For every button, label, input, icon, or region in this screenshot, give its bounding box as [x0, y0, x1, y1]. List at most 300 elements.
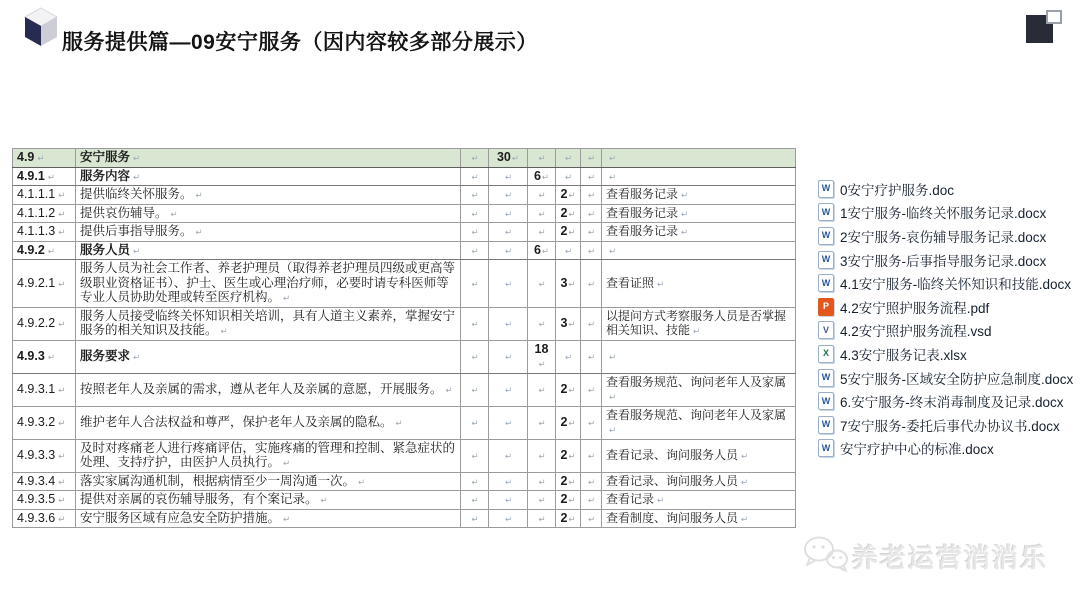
- pilcrow-mark: ↵: [568, 417, 576, 428]
- table-row: [13, 373, 796, 406]
- file-item[interactable]: [818, 437, 1073, 461]
- pilcrow-mark: ↵: [471, 417, 479, 428]
- score-cell: [528, 204, 556, 223]
- score-cell: [461, 373, 489, 406]
- score-cell: [581, 307, 602, 340]
- clause-remark-cell: 查看服务规范、询问老年人及家属↵: [602, 373, 796, 406]
- pilcrow-mark: ↵: [195, 227, 203, 237]
- pilcrow-mark: ↵: [504, 227, 513, 237]
- score-cell: 30↵: [489, 149, 528, 168]
- pilcrow-mark: ↵: [504, 476, 513, 487]
- pilcrow-mark: ↵: [587, 513, 596, 524]
- score-cell: [581, 472, 602, 491]
- watermark: [800, 533, 1048, 579]
- score-cell: [489, 204, 528, 223]
- pilcrow-mark: ↵: [568, 384, 576, 395]
- clause-description-cell: 服务要求 ↵: [76, 340, 461, 373]
- score-cell: 2↵: [556, 204, 581, 223]
- file-name: 3安宁服务-后事指导服务记录.docx: [840, 253, 1047, 269]
- pilcrow-mark: ↵: [133, 245, 141, 256]
- pilcrow-mark: ↵: [471, 495, 479, 505]
- pilcrow-mark: ↵: [58, 227, 66, 237]
- pilcrow-mark: ↵: [37, 153, 45, 163]
- table-row: [13, 491, 796, 510]
- cube-logo-icon: [22, 6, 60, 50]
- score-cell: [461, 307, 489, 340]
- file-type-icon: [818, 392, 834, 410]
- table-row: [13, 241, 796, 260]
- file-type-icon: [818, 369, 834, 387]
- pilcrow-mark: ↵: [538, 359, 546, 369]
- file-type-letter: W: [821, 206, 831, 217]
- file-type-icon: [818, 298, 834, 316]
- score-cell: [581, 373, 602, 406]
- pilcrow-mark: ↵: [504, 495, 513, 505]
- file-list: [818, 177, 1073, 460]
- clause-number-cell: 4.9.1 ↵: [13, 167, 76, 186]
- file-type-letter: W: [821, 395, 831, 406]
- pilcrow-mark: ↵: [587, 476, 596, 487]
- clause-remark-cell: 查看服务记录 ↵: [602, 223, 796, 242]
- pilcrow-mark: ↵: [587, 450, 596, 461]
- pilcrow-mark: ↵: [195, 190, 203, 200]
- file-name: 4.2安宁照护服务流程.vsd: [840, 324, 992, 340]
- clause-number-cell: 4.9.3 ↵: [13, 340, 76, 373]
- file-name: 5安宁服务-区域安全防护应急制度.docx: [840, 371, 1074, 387]
- score-cell: [528, 223, 556, 242]
- score-cell: [581, 149, 602, 168]
- pilcrow-mark: ↵: [504, 513, 513, 524]
- score-cell: [461, 149, 489, 168]
- pilcrow-mark: ↵: [564, 245, 573, 256]
- pilcrow-mark: ↵: [609, 392, 617, 402]
- pilcrow-mark: ↵: [320, 495, 328, 505]
- file-item[interactable]: [818, 342, 1073, 366]
- score-cell: [461, 491, 489, 510]
- watermark-text: 养老运营消消乐: [852, 542, 1049, 573]
- pilcrow-mark: ↵: [587, 351, 596, 362]
- table-row: [13, 307, 796, 340]
- pilcrow-mark: ↵: [693, 326, 701, 336]
- file-item[interactable]: [818, 389, 1073, 413]
- pilcrow-mark: ↵: [609, 351, 617, 362]
- file-name: 6.安宁服务-终末消毒制度及记录.docx: [840, 395, 1064, 411]
- pilcrow-mark: ↵: [471, 278, 479, 289]
- file-type-icon: [818, 439, 834, 457]
- pilcrow-mark: ↵: [741, 450, 749, 461]
- pilcrow-mark: ↵: [471, 476, 479, 487]
- pilcrow-mark: ↵: [609, 425, 617, 435]
- clause-number-cell: 4.1.1.2 ↵: [13, 204, 76, 223]
- score-cell: [581, 241, 602, 260]
- pilcrow-mark: ↵: [471, 227, 479, 237]
- score-cell: [461, 340, 489, 373]
- clause-description-cell: 提供哀伤辅导。 ↵: [76, 204, 461, 223]
- pilcrow-mark: ↵: [504, 450, 513, 461]
- pilcrow-mark: ↵: [538, 318, 546, 329]
- pilcrow-mark: ↵: [471, 245, 479, 256]
- pilcrow-mark: ↵: [504, 245, 513, 256]
- pilcrow-mark: ↵: [471, 351, 479, 362]
- pilcrow-mark: ↵: [471, 450, 479, 461]
- pilcrow-mark: ↵: [681, 208, 689, 219]
- table-row: [13, 406, 796, 439]
- clause-remark-cell: 查看服务记录 ↵: [602, 186, 796, 205]
- clause-description-cell: 安宁服务 ↵: [76, 149, 461, 168]
- file-type-letter: V: [822, 324, 829, 335]
- pilcrow-mark: ↵: [538, 278, 546, 289]
- pilcrow-mark: ↵: [609, 245, 617, 256]
- assessment-table: [12, 148, 796, 528]
- file-type-letter: W: [821, 442, 831, 453]
- score-cell: [461, 186, 489, 205]
- file-type-letter: W: [821, 419, 831, 430]
- clause-remark-cell: 查看服务记录 ↵: [602, 204, 796, 223]
- clause-number-cell: 4.9.3.1 ↵: [13, 373, 76, 406]
- pilcrow-mark: ↵: [504, 417, 513, 428]
- file-type-icon: [818, 345, 834, 363]
- file-name: 4.3安宁服务记表.xlsx: [840, 347, 967, 363]
- pilcrow-mark: ↵: [587, 245, 596, 256]
- pilcrow-mark: ↵: [587, 495, 596, 505]
- pilcrow-mark: ↵: [587, 417, 596, 428]
- score-cell: [556, 340, 581, 373]
- score-cell: 2↵: [556, 509, 581, 528]
- clause-number-cell: 4.9.2 ↵: [13, 241, 76, 260]
- clause-remark-cell: 查看记录、询问服务人员 ↵: [602, 472, 796, 491]
- pilcrow-mark: ↵: [133, 351, 141, 362]
- score-cell: [489, 223, 528, 242]
- pilcrow-mark: ↵: [681, 227, 689, 237]
- clause-description-cell: 落实家属沟通机制，根据病情至少一周沟通一次。 ↵: [76, 472, 461, 491]
- score-cell: [489, 241, 528, 260]
- pilcrow-mark: ↵: [133, 153, 141, 163]
- score-cell: [581, 340, 602, 373]
- clause-remark-cell: 以提问方式考察服务人员是否掌握相关知识、技能 ↵: [602, 307, 796, 340]
- score-cell: 2↵: [556, 491, 581, 510]
- score-cell: [581, 167, 602, 186]
- score-cell: 2↵: [556, 186, 581, 205]
- clause-number-cell: 4.9.3.3 ↵: [13, 439, 76, 472]
- pilcrow-mark: ↵: [568, 476, 576, 487]
- pilcrow-mark: ↵: [568, 513, 576, 524]
- pilcrow-mark: ↵: [511, 153, 520, 163]
- pilcrow-mark: ↵: [58, 476, 66, 487]
- pilcrow-mark: ↵: [220, 326, 228, 336]
- score-cell: [581, 204, 602, 223]
- pilcrow-mark: ↵: [47, 171, 55, 182]
- clause-remark-cell: 查看服务规范、询问老年人及家属↵: [602, 406, 796, 439]
- score-cell: 2↵: [556, 406, 581, 439]
- pilcrow-mark: ↵: [587, 171, 596, 182]
- pilcrow-mark: ↵: [541, 171, 550, 182]
- score-cell: [461, 241, 489, 260]
- score-cell: [528, 373, 556, 406]
- pilcrow-mark: ↵: [587, 318, 596, 329]
- pilcrow-mark: ↵: [564, 351, 573, 362]
- pilcrow-mark: ↵: [538, 513, 546, 524]
- pilcrow-mark: ↵: [504, 278, 513, 289]
- score-cell: [528, 149, 556, 168]
- score-cell: 2↵: [556, 439, 581, 472]
- file-type-letter: W: [821, 183, 831, 194]
- pilcrow-mark: ↵: [471, 318, 479, 329]
- clause-number-cell: 4.9.2.2 ↵: [13, 307, 76, 340]
- score-cell: [581, 509, 602, 528]
- score-cell: 6↵: [528, 241, 556, 260]
- score-cell: [489, 439, 528, 472]
- file-name: 安宁疗护中心的标准.docx: [840, 442, 994, 458]
- pilcrow-mark: ↵: [471, 153, 479, 163]
- pilcrow-mark: ↵: [47, 245, 55, 256]
- pilcrow-mark: ↵: [541, 245, 550, 256]
- file-type-letter: W: [821, 254, 831, 265]
- pilcrow-mark: ↵: [58, 495, 66, 505]
- pilcrow-mark: ↵: [283, 293, 291, 303]
- score-cell: [556, 241, 581, 260]
- clause-number-cell: 4.1.1.1 ↵: [13, 186, 76, 205]
- pilcrow-mark: ↵: [587, 384, 596, 395]
- pilcrow-mark: ↵: [471, 171, 479, 182]
- clause-remark-cell: 查看记录、询问服务人员 ↵: [602, 439, 796, 472]
- file-type-icon: [818, 203, 834, 221]
- score-cell: [528, 307, 556, 340]
- score-cell: [489, 406, 528, 439]
- clause-description-cell: 服务人员为社会工作者、养老护理员（取得养老护理员四级或更高等级职业资格证书）、护士、医生或心理治疗师，必要时请专科医师等专业人员协助处理或转至医疗机构。 ↵: [76, 260, 461, 308]
- table-row: [13, 340, 796, 373]
- table-row: [13, 439, 796, 472]
- pilcrow-mark: ↵: [47, 351, 55, 362]
- pilcrow-mark: ↵: [471, 190, 479, 200]
- pilcrow-mark: ↵: [504, 190, 513, 200]
- wechat-icon: [800, 533, 852, 579]
- clause-number-cell: 4.9.3.2 ↵: [13, 406, 76, 439]
- clause-description-cell: 维护老年人合法权益和尊严，保护老年人及亲属的隐私。 ↵: [76, 406, 461, 439]
- file-type-icon: [818, 321, 834, 339]
- clause-description-cell: 提供临终关怀服务。 ↵: [76, 186, 461, 205]
- score-cell: [556, 167, 581, 186]
- pilcrow-mark: ↵: [657, 495, 665, 505]
- pilcrow-mark: ↵: [587, 278, 596, 289]
- score-cell: [489, 472, 528, 491]
- clause-description-cell: 提供对亲属的哀伤辅导服务，有个案记录。 ↵: [76, 491, 461, 510]
- clause-number-cell: 4.1.1.3 ↵: [13, 223, 76, 242]
- file-item[interactable]: [818, 413, 1073, 437]
- score-cell: [581, 186, 602, 205]
- small-square-icon: [1046, 10, 1062, 24]
- file-name: 2安宁服务-哀伤辅导服务记录.docx: [840, 229, 1047, 245]
- pilcrow-mark: ↵: [133, 171, 141, 182]
- score-cell: [461, 439, 489, 472]
- pilcrow-mark: ↵: [471, 513, 479, 524]
- clause-remark-cell: [602, 149, 796, 168]
- clause-remark-cell: [602, 340, 796, 373]
- pilcrow-mark: ↵: [58, 417, 66, 428]
- file-type-letter: P: [822, 301, 829, 312]
- pilcrow-mark: ↵: [587, 227, 596, 237]
- score-cell: 2↵: [556, 472, 581, 491]
- pilcrow-mark: ↵: [471, 384, 479, 395]
- pilcrow-mark: ↵: [283, 513, 291, 524]
- clause-remark-cell: 查看记录 ↵: [602, 491, 796, 510]
- clause-number-cell: 4.9.3.5 ↵: [13, 491, 76, 510]
- score-cell: [528, 260, 556, 308]
- file-name: 4.1安宁服务-临终关怀知识和技能.docx: [840, 277, 1072, 293]
- score-cell: [461, 260, 489, 308]
- pilcrow-mark: ↵: [58, 208, 66, 219]
- file-item[interactable]: [818, 319, 1073, 343]
- pilcrow-mark: ↵: [283, 458, 291, 468]
- pilcrow-mark: ↵: [538, 153, 546, 163]
- clause-description-cell: 安宁服务区域有应急安全防护措施。 ↵: [76, 509, 461, 528]
- score-cell: 18↵: [528, 340, 556, 373]
- pilcrow-mark: ↵: [609, 153, 617, 163]
- pilcrow-mark: ↵: [504, 318, 513, 329]
- pilcrow-mark: ↵: [58, 190, 66, 200]
- pilcrow-mark: ↵: [568, 318, 576, 329]
- file-item[interactable]: [818, 295, 1073, 319]
- pilcrow-mark: ↵: [471, 208, 479, 219]
- table-row: [13, 167, 796, 186]
- score-cell: [581, 223, 602, 242]
- score-cell: 6↵: [528, 167, 556, 186]
- clause-description-cell: 服务内容 ↵: [76, 167, 461, 186]
- pilcrow-mark: ↵: [568, 450, 576, 461]
- pilcrow-mark: ↵: [504, 208, 513, 219]
- score-cell: [581, 439, 602, 472]
- pilcrow-mark: ↵: [568, 495, 576, 505]
- pilcrow-mark: ↵: [538, 208, 546, 219]
- pilcrow-mark: ↵: [681, 190, 689, 200]
- clause-remark-cell: 查看证照 ↵: [602, 260, 796, 308]
- table-row: [13, 186, 796, 205]
- pilcrow-mark: ↵: [657, 278, 665, 289]
- score-cell: [528, 472, 556, 491]
- pilcrow-mark: ↵: [538, 384, 546, 395]
- pilcrow-mark: ↵: [538, 476, 546, 487]
- file-type-letter: W: [821, 372, 831, 383]
- pilcrow-mark: ↵: [358, 476, 366, 487]
- clause-description-cell: 提供后事指导服务。 ↵: [76, 223, 461, 242]
- slide-title: 服务提供篇—09安宁服务（因内容较多部分展示）: [62, 31, 538, 54]
- pilcrow-mark: ↵: [741, 476, 749, 487]
- score-cell: [489, 340, 528, 373]
- file-name: 0安宁疗护服务.doc: [840, 182, 955, 198]
- score-cell: [528, 491, 556, 510]
- score-cell: [489, 186, 528, 205]
- clause-number-cell: 4.9 ↵: [13, 149, 76, 168]
- score-cell: 2↵: [556, 223, 581, 242]
- file-item[interactable]: [818, 248, 1073, 272]
- table-row: [13, 509, 796, 528]
- pilcrow-mark: ↵: [58, 384, 66, 395]
- file-type-icon: [818, 274, 834, 292]
- table-row: [13, 472, 796, 491]
- score-cell: [489, 307, 528, 340]
- file-type-letter: X: [822, 348, 829, 359]
- clause-remark-cell: [602, 241, 796, 260]
- clause-description-cell: 服务人员 ↵: [76, 241, 461, 260]
- pilcrow-mark: ↵: [58, 450, 66, 461]
- score-cell: [461, 509, 489, 528]
- pilcrow-mark: ↵: [504, 384, 513, 395]
- pilcrow-mark: ↵: [741, 513, 749, 524]
- score-cell: [581, 406, 602, 439]
- score-cell: [528, 186, 556, 205]
- pilcrow-mark: ↵: [568, 208, 576, 219]
- score-cell: [528, 509, 556, 528]
- pilcrow-mark: ↵: [568, 278, 576, 289]
- score-cell: [528, 406, 556, 439]
- table-row: [13, 204, 796, 223]
- clause-description-cell: 服务人员接受临终关怀知识相关培训，具有人道主义素养，掌握安宁服务的相关知识及技能。 ↵: [76, 307, 461, 340]
- pilcrow-mark: ↵: [504, 171, 513, 182]
- pilcrow-mark: ↵: [564, 153, 573, 163]
- file-name: 7安宁服务-委托后事代办协议书.docx: [840, 418, 1060, 434]
- score-cell: [489, 509, 528, 528]
- score-cell: [461, 223, 489, 242]
- pilcrow-mark: ↵: [538, 450, 546, 461]
- pilcrow-mark: ↵: [538, 190, 546, 200]
- pilcrow-mark: ↵: [395, 417, 403, 428]
- clause-number-cell: 4.9.3.4 ↵: [13, 472, 76, 491]
- file-item[interactable]: [818, 366, 1073, 390]
- score-cell: [581, 260, 602, 308]
- pilcrow-mark: ↵: [538, 227, 546, 237]
- file-item[interactable]: [818, 201, 1073, 225]
- file-item[interactable]: [818, 271, 1073, 295]
- file-name: 4.2安宁照护服务流程.pdf: [840, 300, 990, 316]
- clause-remark-cell: [602, 167, 796, 186]
- pilcrow-mark: ↵: [568, 227, 576, 237]
- pilcrow-mark: ↵: [538, 417, 546, 428]
- clause-description-cell: 按照老年人及亲属的需求，遵从老年人及亲属的意愿，开展服务。 ↵: [76, 373, 461, 406]
- pilcrow-mark: ↵: [587, 153, 596, 163]
- score-cell: [556, 149, 581, 168]
- score-cell: 3↵: [556, 307, 581, 340]
- file-name: 1安宁服务-临终关怀服务记录.docx: [840, 206, 1047, 222]
- pilcrow-mark: ↵: [445, 384, 453, 395]
- pilcrow-mark: ↵: [504, 351, 513, 362]
- score-cell: 2↵: [556, 373, 581, 406]
- table-row: [13, 149, 796, 168]
- table-row: [13, 260, 796, 308]
- clause-number-cell: 4.9.2.1 ↵: [13, 260, 76, 308]
- pilcrow-mark: ↵: [568, 190, 576, 200]
- score-cell: [489, 260, 528, 308]
- pilcrow-mark: ↵: [564, 171, 573, 182]
- file-item[interactable]: [818, 224, 1073, 248]
- score-cell: [489, 167, 528, 186]
- score-cell: [581, 491, 602, 510]
- clause-number-cell: 4.9.3.6 ↵: [13, 509, 76, 528]
- score-cell: [461, 204, 489, 223]
- score-cell: [528, 439, 556, 472]
- file-type-letter: W: [821, 230, 831, 241]
- pilcrow-mark: ↵: [587, 208, 596, 219]
- score-cell: [489, 373, 528, 406]
- clause-remark-cell: 查看制度、询问服务人员 ↵: [602, 509, 796, 528]
- pilcrow-mark: ↵: [170, 208, 178, 219]
- table-row: [13, 223, 796, 242]
- score-cell: [461, 406, 489, 439]
- file-item[interactable]: [818, 177, 1073, 201]
- score-cell: [489, 491, 528, 510]
- pilcrow-mark: ↵: [609, 171, 617, 182]
- score-cell: [461, 167, 489, 186]
- file-type-icon: [818, 251, 834, 269]
- file-type-icon: [818, 180, 834, 198]
